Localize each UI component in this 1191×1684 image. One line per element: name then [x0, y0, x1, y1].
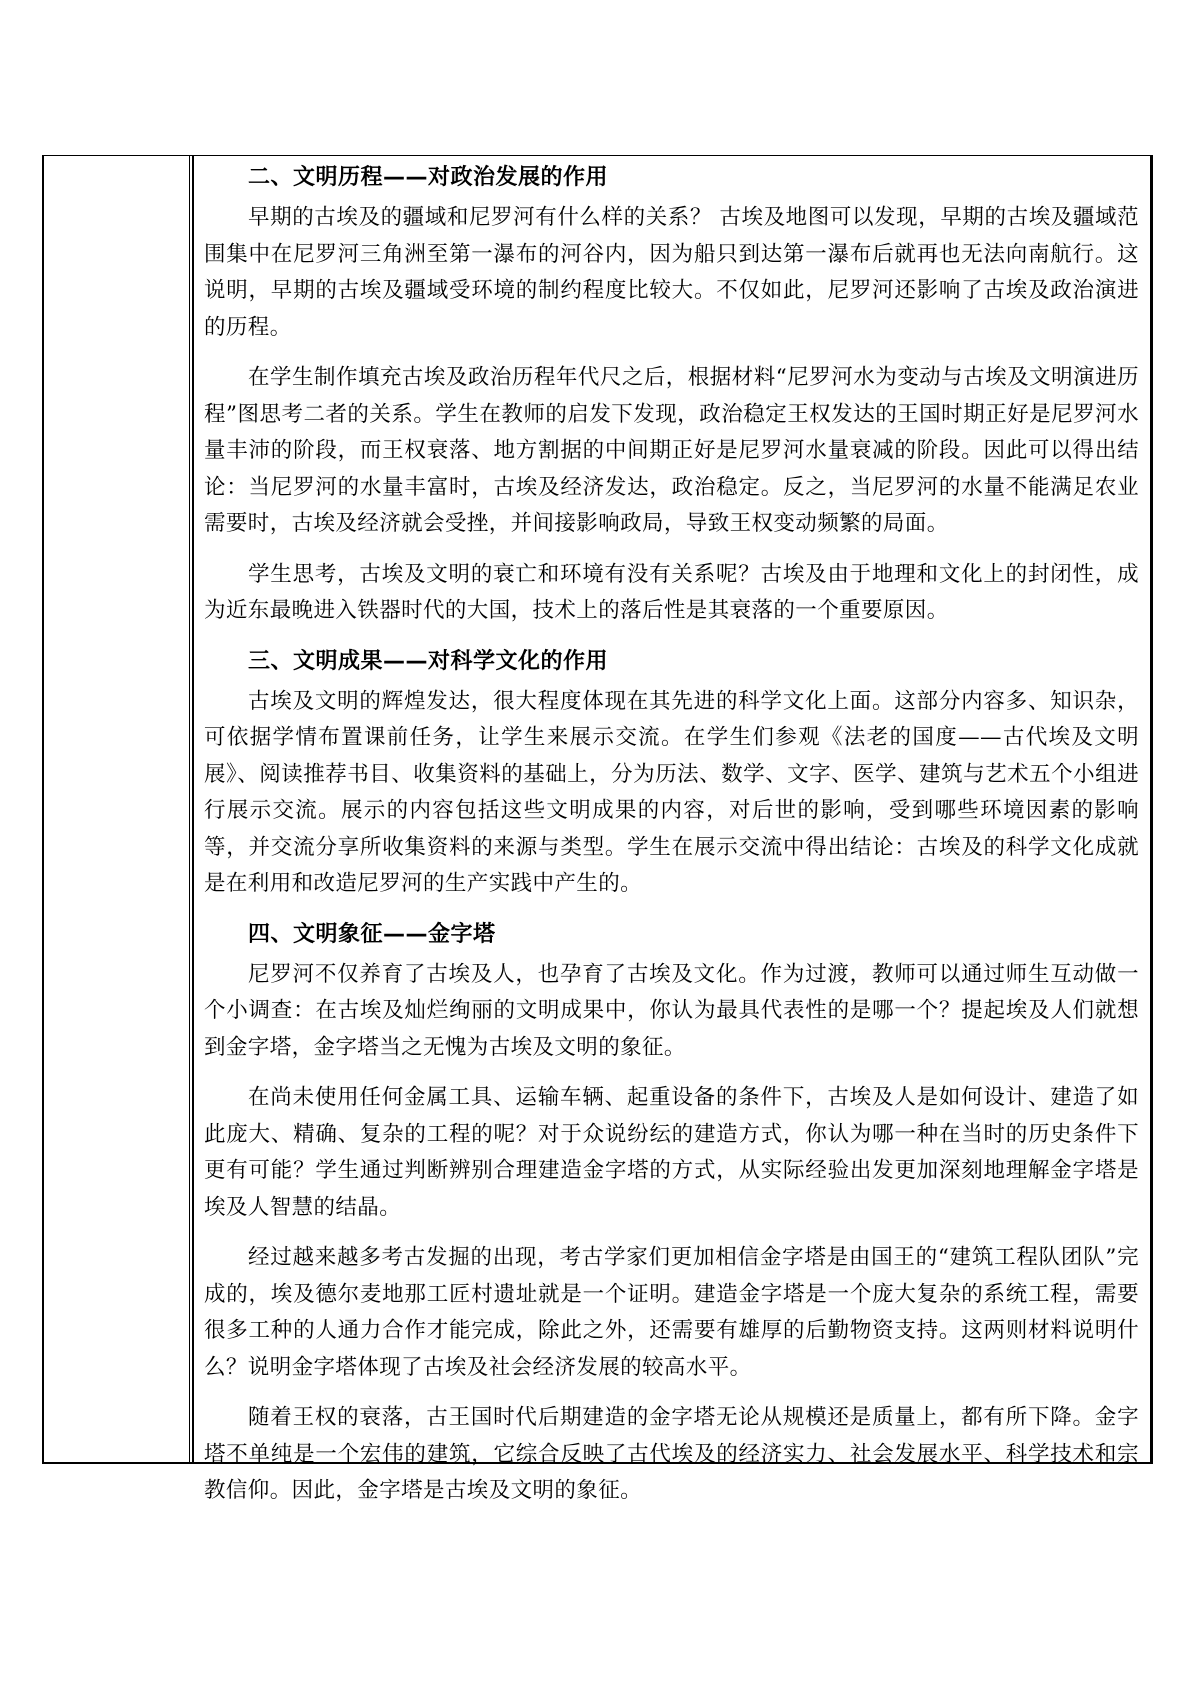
paragraph: 经过越来越多考古发掘的出现，考古学家们更加相信金字塔是由国王的“建筑工程队团队”完成的，埃及德尔麦地那工匠村遗址就是一个证明。建造金字塔是一个庞大复杂的系统工程，需要很多工种的人通力合作才能完成，除此之外，还需要有雄厚的后勤物资支持。这两则材料说明什么？说明金字塔体现了古埃及社会经济发展的较高水平。	[204, 1245, 1139, 1380]
section-heading-2: 二、文明历程——对政治发展的作用	[248, 165, 609, 190]
table-content-cell	[204, 160, 1139, 1524]
paragraph: 学生思考，古埃及文明的衰亡和环境有没有关系呢？古埃及由于地理和文化上的封闭性，成为近东最晚进入铁器时代的大国，技术上的落后性是其衰落的一个重要原因。	[204, 561, 1139, 623]
paragraph: 在尚未使用任何金属工具、运输车辆、起重设备的条件下，古埃及人是如何设计、建造了如此庞大、精确、复杂的工程的呢？对于众说纷纭的建造方式，你认为哪一种在当时的历史条件下更有可能？学生通过判断辨别合理建造金字塔的方式，从实际经验出发更加深刻地理解金字塔是埃及人智慧的结晶。	[204, 1085, 1139, 1220]
paragraph: 古埃及文明的辉煌发达，很大程度体现在其先进的科学文化上面。这部分内容多、知识杂，可依据学情布置课前任务，让学生来展示交流。在学生们参观《法老的国度——古代埃及文明展》、阅读推荐书目、收集资料的基础上，分为历法、数学、文字、医学、建筑与艺术五个小组进行展示交流。展示的内容包括这些文明成果的内容，对后世的影响，受到哪些环境因素的影响等，并交流分享所收集资料的来源与类型。学生在展示交流中得出结论：古埃及的科学文化成就是在利用和改造尼罗河的生产实践中产生的。	[204, 688, 1139, 896]
table-column-divider	[192, 156, 194, 1462]
table-left-cell	[44, 156, 190, 1462]
paragraph: 随着王权的衰落，古王国时代后期建造的金字塔无论从规模还是质量上，都有所下降。金字塔不单纯是一个宏伟的建筑，它综合反映了古代埃及的经济实力、社会发展水平、科学技术和宗教信仰。因此，金字塔是古埃及文明的象征。	[204, 1405, 1139, 1503]
paragraph: 早期的古埃及的疆域和尼罗河有什么样的关系？ 古埃及地图可以发现，早期的古埃及疆域范围集中在尼罗河三角洲至第一瀑布的河谷内，因为船只到达第一瀑布后就再也无法向南航行。这说明，早期的古埃及疆域受环境的制约程度比较大。不仅如此，尼罗河还影响了古埃及政治演进的历程。	[204, 205, 1139, 340]
section-heading-3: 三、文明成果——对科学文化的作用	[248, 648, 609, 674]
paragraph: 在学生制作填充古埃及政治历程年代尺之后，根据材料“尼罗河水为变动与古埃及文明演进历程”图思考二者的关系。学生在教师的启发下发现，政治稳定王权发达的王国时期正好是尼罗河水量丰沛的阶段，而王权衰落、地方割据的中间期正好是尼罗河水量衰减的阶段。因此可以得出结论：当尼罗河的水量丰富时，古埃及经济发达，政治稳定。反之，当尼罗河的水量不能满足农业需要时，古埃及经济就会受挫，并间接影响政局，导致王权变动频繁的局面。	[204, 365, 1139, 536]
paragraph: 尼罗河不仅养育了古埃及人，也孕育了古埃及文化。作为过渡，教师可以通过师生互动做一个小调查：在古埃及灿烂绚丽的文明成果中，你认为最具代表性的是哪一个？提起埃及人们就想到金字塔，金字塔当之无愧为古埃及文明的象征。	[204, 961, 1139, 1060]
document-table	[42, 155, 1153, 1503]
section-heading-4: 四、文明象征——金字塔	[248, 921, 496, 947]
